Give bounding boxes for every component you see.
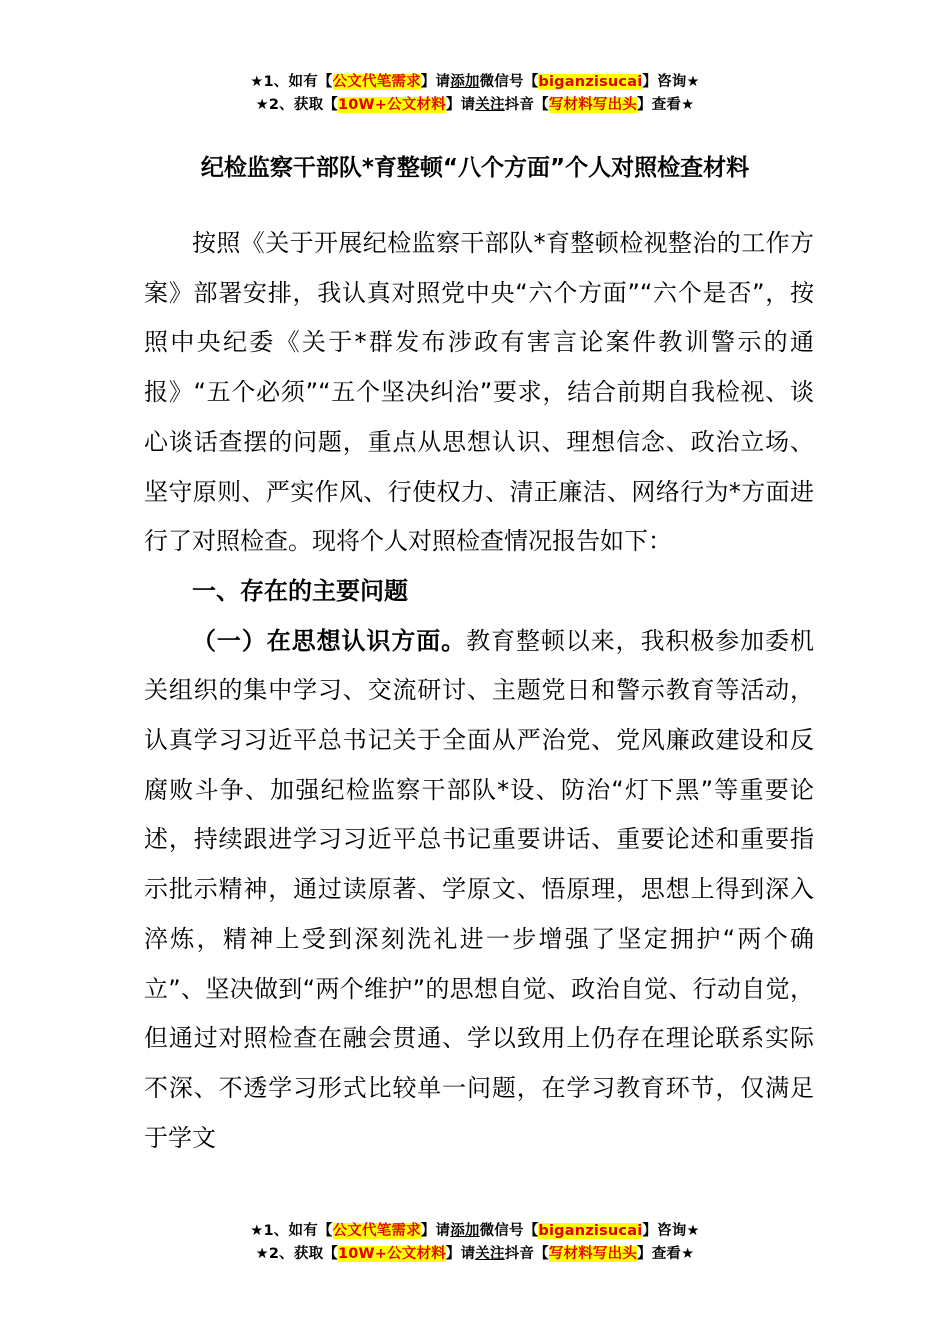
notice-text: 抖音【 xyxy=(504,1246,549,1262)
star-icon: ★ xyxy=(255,97,269,113)
notice-text: 】咨询★ xyxy=(642,1223,700,1239)
notice-underlined: 关注 xyxy=(475,97,505,113)
notice-highlight: 写材料写出头 xyxy=(548,1246,638,1262)
notice-highlight: 公文代笔需求 xyxy=(332,1223,421,1239)
notice-text: 】查看★ xyxy=(637,97,695,113)
star-icon: ★ xyxy=(250,1223,264,1239)
notice-text: 】查看★ xyxy=(637,1246,695,1262)
notice-text: 】请 xyxy=(445,97,476,113)
notice-text: 抖音【 xyxy=(504,97,549,113)
star-icon: ★ xyxy=(250,74,264,90)
footer-notice xyxy=(0,1220,950,1266)
header-notice xyxy=(0,71,950,117)
star-icon: ★ xyxy=(255,1246,269,1262)
notice-highlight: 写材料写出头 xyxy=(548,97,638,113)
subsection-heading: （一）在思想认识方面。 xyxy=(192,626,467,655)
document-title: 纪检监察干部队*育整顿“八个方面”个人对照检查材料 xyxy=(200,155,750,181)
subsection-paragraph xyxy=(144,617,814,1164)
notice-text: 微信号【 xyxy=(479,1223,539,1239)
notice-highlight: biganzisucai xyxy=(538,74,643,90)
notice-underlined: 添加 xyxy=(450,1223,480,1239)
notice-text: 】请 xyxy=(420,1223,451,1239)
notice-text: 】请 xyxy=(420,74,451,90)
notice-text: 1、如有【 xyxy=(263,74,333,90)
notice-text: 】咨询★ xyxy=(642,74,700,90)
document-body xyxy=(144,219,814,1163)
notice-text: 微信号【 xyxy=(479,74,539,90)
notice-highlight: biganzisucai xyxy=(538,1223,643,1239)
notice-underlined: 添加 xyxy=(450,74,480,90)
notice-highlight: 公文代笔需求 xyxy=(332,74,421,90)
notice-text: 1、如有【 xyxy=(263,1223,333,1239)
notice-line-2 xyxy=(0,1243,950,1266)
intro-paragraph: 按照《关于开展纪检监察干部队*育整顿检视整治的工作方案》部署安排，我认真对照党中央“六个方面”“六个是否”，按照中央纪委《关于*群发布涉政有害言论案件教训警示的通报》“五个必须”“五个坚决纠治”要求，结合前期自我检视、谈心谈话查摆的问题，重点从思想认识、理想信念、政治立场、坚守原则、严实作风、行使权力、清正廉洁、网络行为*方面进行了对照检查。现将个人对照检查情况报告如下： xyxy=(144,229,814,556)
section-heading: 一、存在的主要问题 xyxy=(192,576,408,605)
notice-highlight: 10W+公文材料 xyxy=(337,97,446,113)
notice-line-1 xyxy=(0,71,950,94)
notice-text: 】请 xyxy=(445,1246,476,1262)
notice-line-1 xyxy=(0,1220,950,1243)
notice-text: 2、获取【 xyxy=(268,97,338,113)
notice-text: 2、获取【 xyxy=(268,1246,338,1262)
subsection-text: 教育整顿以来，我积极参加委机关组织的集中学习、交流研讨、主题党日和警示教育等活动，认真学习习近平总书记关于全面从严治党、党风廉政建设和反腐败斗争、加强纪检监察干部队*设、防治“灯下黑”等重要论述，持续跟进学习习近平总书记重要讲话、重要论述和重要指示批示精神，通过读原著、学原文、悟原理，思想上得到深入淬炼，精神上受到深刻洗礼进一步增强了坚定拥护“两个确立”、坚决做到“两个维护”的思想自觉、政治自觉、行动自觉，但通过对照检查在融会贯通、学以致用上仍存在理论联系实际不深、不透学习形式比较单一问题，在学习教育环节，仅满足于学文 xyxy=(144,626,815,1152)
notice-underlined: 关注 xyxy=(475,1246,505,1262)
notice-line-2 xyxy=(0,94,950,117)
notice-highlight: 10W+公文材料 xyxy=(337,1246,446,1262)
